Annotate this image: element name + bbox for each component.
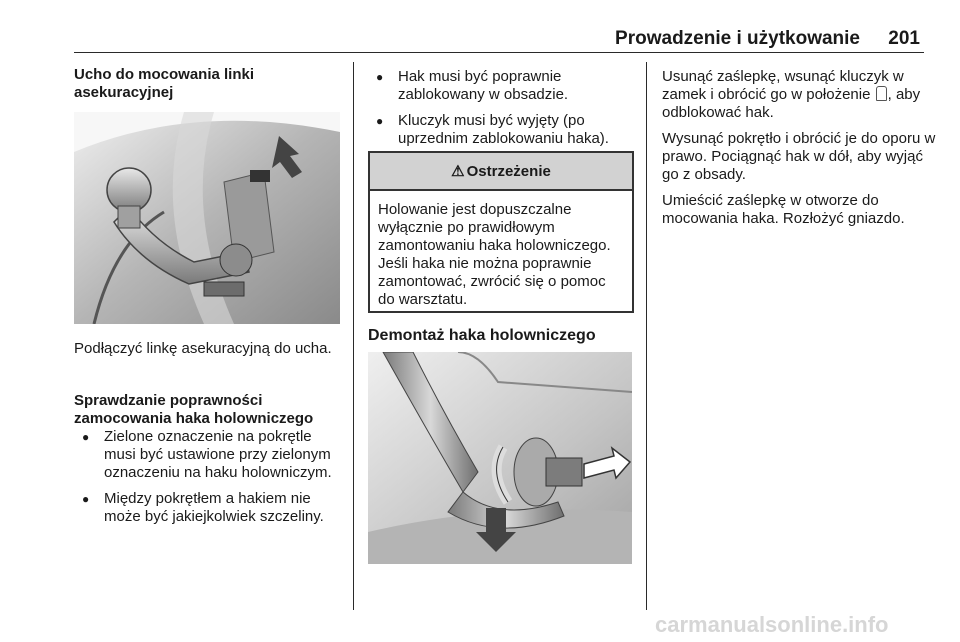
warning-text: Holowanie jest dopuszczalne wyłącznie po prawidłowym zamontowaniu haka holowniczego. Jeśli haka nie można poprawnie zamontować, zwrócić się o pomoc do warsztatu. — [378, 201, 611, 308]
paragraph-remove-hook: Wysunąć pokrętło i obrócić je do oporu w prawo. Pociągnąć hak w dół, aby wyjąć go z obsady. — [662, 130, 936, 183]
list-item: ● Hak musi być poprawnie zablokowany w obsadzie. — [368, 68, 638, 104]
tow-hook-removal-figure — [368, 352, 632, 564]
list-item: ● Zielone oznaczenie na pokrętle musi być ustawione przy zielonym oznaczeniu na haku holowniczym. — [74, 428, 344, 482]
warning-header — [370, 153, 632, 191]
unlock-text-part1: Usunąć zaślepkę, wsunąć kluczyk w zamek i obrócić go w położenie — [662, 68, 904, 103]
page-number: 201 — [888, 28, 920, 49]
column-divider-2 — [646, 62, 647, 610]
unlock-position-icon — [876, 86, 887, 101]
list-item: ● Między pokrętłem a hakiem nie może być jakiejkolwiek szczeliny. — [74, 490, 344, 526]
warning-triangle-icon: ⚠ — [451, 163, 465, 180]
section-heading-check-mounting: Sprawdzanie poprawności zamocowania haka holowniczego — [74, 392, 314, 427]
check-mounting-list — [74, 428, 344, 534]
list-item: ● Kluczyk musi być wyjęty (po uprzednim zablokowaniu haka). — [368, 112, 638, 148]
hook-requirements-list — [368, 68, 638, 156]
header-rule — [74, 52, 924, 53]
column-divider-1 — [353, 62, 354, 610]
watermark: carmanualsonline.info — [655, 612, 889, 637]
paragraph-unlock-hook — [662, 68, 942, 122]
unlock-text-part2: , aby odblokować hak. — [662, 86, 921, 121]
section-heading-tow-eye: Ucho do mocowania linki asekuracyjnej — [74, 66, 255, 101]
tow-hook-eye-figure — [74, 112, 340, 324]
instructions-column — [662, 68, 942, 228]
page-header-title: Prowadzenie i użytkowanie — [615, 28, 860, 49]
paragraph-attach-cable: Podłączyć linkę asekuracyjną do ucha. — [74, 340, 332, 357]
paragraph-insert-cap: Umieścić zaślepkę w otworze do mocowania haka. Rozłożyć gniazdo. — [662, 192, 905, 227]
warning-box — [368, 151, 634, 313]
section-heading-remove-hook: Demontaż haka holowniczego — [368, 327, 596, 344]
warning-title: Ostrzeżenie — [466, 162, 551, 180]
